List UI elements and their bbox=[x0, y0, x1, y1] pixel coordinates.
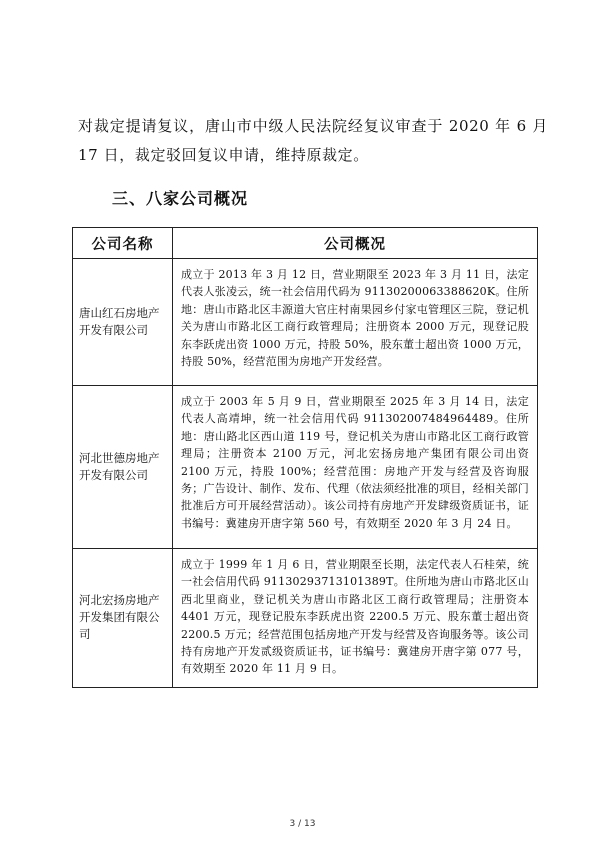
page-number: 3 / 13 bbox=[289, 819, 316, 829]
company-overview-table bbox=[72, 227, 538, 688]
company-name-cell: 河北世德房地产开发有限公司 bbox=[73, 386, 173, 549]
section-title: 三、八家公司概况 bbox=[112, 189, 249, 208]
table-row bbox=[73, 549, 538, 688]
company-overview-cell: 成立于 1999 年 1 月 6 日，营业期限至长期，法定代表人石桂荣，统一社会信用代码 91130293713101389T。住所地为唐山市路北区山西北里商业，登记机关为唐山市路北区工商行政管理局；注册资本 4401 万元，现登记股东李跃虎出资 2200.5 万元、股东董士超出资 2200.5 万元；经营范围包括房地产开发与经营及咨询服务等。该公司持有房地产开发贰级资质证书，证书编号：冀建房开唐字第 077 号，有效期至 2020 年 11 月 9 日。 bbox=[173, 549, 538, 688]
company-overview-cell: 成立于 2013 年 3 月 12 日，营业期限至 2023 年 3 月 11 日，法定代表人张凌云，统一社会信用代码为 91130200063388620K。住所地：唐山市路北区丰源道大官庄村南果园乡付家屯管理区三院，登记机关为唐山市路北区工商行政管理局；注册资本 2000 万元，现登记股东李跃虎出资 1000 万元，持股 50%，股东董士超出资 1000 万元，持股 50%，经营范围为房地产开发经营。 bbox=[173, 259, 538, 386]
table-row bbox=[73, 386, 538, 549]
company-name-cell: 唐山红石房地产开发有限公司 bbox=[73, 259, 173, 386]
body-paragraph: 对裁定提请复议，唐山市中级人民法院经复议审查于 2020 年 6 月 17 日，裁定驳回复议申请，维持原裁定。 bbox=[78, 117, 548, 164]
column-header-company-name: 公司名称 bbox=[73, 228, 173, 259]
company-name-cell: 河北宏扬房地产开发集团有限公司 bbox=[73, 549, 173, 688]
table-row bbox=[73, 259, 538, 386]
company-overview-cell: 成立于 2003 年 5 月 9 日，营业期限至 2025 年 3 月 14 日，法定代表人高靖坤，统一社会信用代码 911302007484964489。住所地：唐山路北区西山道 119 号，登记机关为唐山市路北区工商行政管理局；注册资本 2100 万元，河北宏扬房地产集团有限公司出资 2100 万元，持股 100%；经营范围：房地产开发与经营及咨询服务；广告设计、制作、发布、代理（依法须经批准的项目，经相关部门批准后方可开展经营活动）。该公司持有房地产开发肆级资质证书，证书编号：冀建房开唐字第 560 号，有效期至 2020 年 3 月 24 日。 bbox=[173, 386, 538, 549]
column-header-company-overview: 公司概况 bbox=[173, 228, 538, 259]
table-header-row bbox=[73, 228, 538, 259]
